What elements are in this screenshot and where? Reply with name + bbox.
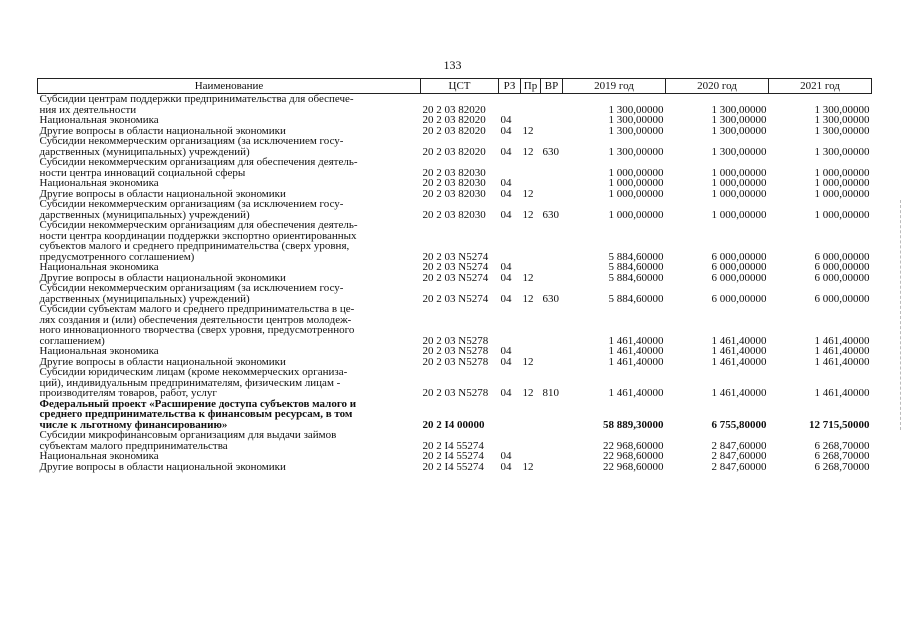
table-row <box>38 367 872 399</box>
cell-2020: 1 300,00000 <box>711 103 767 116</box>
cell-2021: 6 000,00000 <box>814 250 870 263</box>
cell-rz: 04 <box>500 292 512 305</box>
cell-cst: 20 2 03 N5274 <box>422 292 489 305</box>
cell-cst: 20 2 03 82030 <box>422 166 486 179</box>
cell-cst: 20 2 03 N5278 <box>422 387 489 399</box>
cell-2020: 6 000,00000 <box>711 250 767 263</box>
cell-rz: 04 <box>500 208 512 221</box>
cell-cst: 20 2 03 N5274 <box>422 261 489 273</box>
cell-2021: 1 300,00000 <box>814 114 870 126</box>
cell-vr <box>541 115 563 126</box>
cell-cst: 20 2 03 N5278 <box>422 334 489 347</box>
cell-vr <box>541 273 563 284</box>
cell-2021: 6 268,70000 <box>814 439 870 452</box>
cell-rz <box>499 304 521 346</box>
cell-pr <box>521 430 541 451</box>
cell-name: Другие вопросы в области национальной экономики <box>39 460 286 473</box>
table-row <box>38 430 872 451</box>
cell-pr: 12 <box>522 355 534 368</box>
table-row <box>38 346 872 357</box>
cell-2019: 1 461,40000 <box>608 334 664 347</box>
cell-2021: 6 268,70000 <box>814 460 870 473</box>
cell-rz <box>499 220 521 262</box>
cell-2020: 1 461,40000 <box>711 345 767 357</box>
header-name: Наименование <box>38 79 421 94</box>
cell-2019: 1 000,00000 <box>608 208 664 221</box>
cell-vr: 810 <box>542 387 559 399</box>
cell-cst: 20 2 03 82020 <box>422 103 486 116</box>
budget-table-container <box>37 78 871 472</box>
cell-pr: 12 <box>522 187 534 200</box>
cell-pr: 12 <box>522 271 534 284</box>
cell-rz <box>499 94 521 116</box>
cell-vr <box>541 220 563 262</box>
cell-rz: 04 <box>500 460 512 473</box>
table-row <box>38 451 872 462</box>
cell-2021: 1 461,40000 <box>814 387 870 399</box>
cell-pr: 12 <box>522 460 534 473</box>
cell-vr <box>541 462 563 473</box>
cell-rz: 04 <box>500 387 512 399</box>
cell-cst: 20 2 03 82020 <box>422 114 486 126</box>
cell-2019: 1 461,40000 <box>608 345 664 357</box>
cell-pr <box>521 115 541 126</box>
cell-cst: 20 2 03 N5274 <box>422 250 489 263</box>
cell-name: Субсидии центрам поддержки предпринимательства для обеспече- ния их деятельности <box>39 93 354 116</box>
cell-2021: 1 000,00000 <box>814 177 870 189</box>
table-row <box>38 262 872 273</box>
cell-rz: 04 <box>500 177 512 189</box>
cell-2020: 1 300,00000 <box>711 145 767 158</box>
cell-rz: 04 <box>500 145 512 158</box>
cell-name: Субсидии некоммерческим организациям для обеспечения деятель- ности центра инноваций социальной сферы <box>39 156 358 179</box>
cell-2020: 2 847,60000 <box>711 450 767 462</box>
cell-rz: 04 <box>500 114 512 126</box>
cell-2021: 6 000,00000 <box>814 292 870 305</box>
cell-pr <box>521 304 541 346</box>
cell-rz: 04 <box>500 261 512 273</box>
cell-vr <box>541 451 563 462</box>
cell-vr: 630 <box>542 145 559 158</box>
cell-name: Национальная экономика <box>39 177 159 189</box>
cell-name: Субсидии юридическим лицам (кроме некоммерческих организа- ций), индивидуальным предпринимателям, физическим лицам - производителям товаров, работ, услуг <box>39 366 348 399</box>
cell-rz <box>499 157 521 178</box>
cell-2019: 22 968,60000 <box>603 460 664 473</box>
cell-cst: 20 2 03 N5274 <box>422 271 489 284</box>
cell-name: Субсидии микрофинансовым организациям для выдачи займов субъектам малого предпринимательства <box>39 429 337 452</box>
cell-2020: 1 461,40000 <box>711 334 767 347</box>
cell-2019: 1 461,40000 <box>608 387 664 399</box>
header-2021: 2021 год <box>769 79 872 94</box>
cell-cst: 20 2 03 N5278 <box>422 345 489 357</box>
header-cst: ЦСТ <box>421 79 499 94</box>
cell-cst: 20 2 03 82030 <box>422 187 486 200</box>
cell-cst: 20 2 03 82020 <box>422 145 486 158</box>
cell-2020: 1 000,00000 <box>711 187 767 200</box>
cell-pr: 12 <box>522 124 534 137</box>
cell-2021: 1 300,00000 <box>814 145 870 158</box>
cell-pr <box>521 220 541 262</box>
cell-vr <box>541 357 563 368</box>
cell-vr <box>541 94 563 116</box>
cell-2021: 1 000,00000 <box>814 187 870 200</box>
cell-rz <box>499 399 521 431</box>
cell-2020: 1 000,00000 <box>711 166 767 179</box>
cell-rz: 04 <box>500 355 512 368</box>
cell-2021: 1 000,00000 <box>814 208 870 221</box>
cell-2021: 6 000,00000 <box>814 261 870 273</box>
cell-2021: 1 461,40000 <box>814 345 870 357</box>
cell-rz <box>499 430 521 451</box>
cell-name: Другие вопросы в области национальной экономики <box>39 124 286 137</box>
cell-cst: 20 2 I4 00000 <box>422 418 485 431</box>
cell-2019: 1 300,00000 <box>608 103 664 116</box>
cell-rz: 04 <box>500 124 512 137</box>
cell-name: Национальная экономика <box>39 261 159 273</box>
header-2020: 2020 год <box>666 79 769 94</box>
cell-2020: 1 300,00000 <box>711 124 767 137</box>
table-row <box>38 136 872 157</box>
header-pr: Пр <box>521 79 541 94</box>
cell-vr <box>541 178 563 189</box>
cell-vr <box>541 126 563 137</box>
budget-table <box>37 78 872 472</box>
cell-2020: 6 000,00000 <box>711 271 767 284</box>
cell-name: Субсидии некоммерческим организациям (за исключением госу- дарственных (муниципальных) учреждений) <box>39 135 344 158</box>
cell-pr: 12 <box>522 292 534 305</box>
table-row <box>38 199 872 220</box>
table-row <box>38 178 872 189</box>
table-header-row <box>38 79 872 94</box>
cell-2020: 1 461,40000 <box>711 387 767 399</box>
table-row <box>38 115 872 126</box>
table-row <box>38 304 872 346</box>
cell-pr: 12 <box>522 208 534 221</box>
cell-cst: 20 2 03 82030 <box>422 177 486 189</box>
cell-name: Другие вопросы в области национальной экономики <box>39 187 286 200</box>
cell-2019: 5 884,60000 <box>608 250 664 263</box>
cell-rz: 04 <box>500 271 512 284</box>
cell-vr <box>541 430 563 451</box>
table-body <box>38 94 872 473</box>
cell-2020: 1 000,00000 <box>711 208 767 221</box>
cell-2021: 6 000,00000 <box>814 271 870 284</box>
cell-rz: 04 <box>500 187 512 200</box>
cell-2021: 1 300,00000 <box>814 103 870 116</box>
cell-2019: 5 884,60000 <box>608 292 664 305</box>
cell-2019: 1 300,00000 <box>608 124 664 137</box>
cell-2020: 1 000,00000 <box>711 177 767 189</box>
cell-pr <box>521 178 541 189</box>
cell-2019: 1 000,00000 <box>608 166 664 179</box>
cell-cst: 20 2 I4 55274 <box>422 450 484 462</box>
cell-rz: 04 <box>500 345 512 357</box>
cell-2021: 1 300,00000 <box>814 124 870 137</box>
cell-name: Субсидии субъектам малого и среднего предпринимательства в це- лях создания и (или) обеспечения деятельности центров молодеж- ного инновационного творчества (сверх уровня, предусмотренного соглашением) <box>39 303 355 347</box>
table-row <box>38 157 872 178</box>
cell-cst: 20 2 03 82030 <box>422 208 486 221</box>
table-row <box>38 462 872 473</box>
cell-name: Другие вопросы в области национальной экономики <box>39 271 286 284</box>
cell-2021: 1 461,40000 <box>814 355 870 368</box>
cell-2020: 6 000,00000 <box>711 261 767 273</box>
cell-vr <box>541 157 563 178</box>
cell-pr <box>521 157 541 178</box>
scan-edge-mark <box>899 200 901 430</box>
cell-pr <box>521 451 541 462</box>
cell-2020: 2 847,60000 <box>711 460 767 473</box>
cell-2020: 1 300,00000 <box>711 114 767 126</box>
cell-2021: 12 715,50000 <box>809 418 870 431</box>
cell-cst: 20 2 I4 55274 <box>422 460 484 473</box>
cell-2020: 1 461,40000 <box>711 355 767 368</box>
cell-name: Субсидии некоммерческим организациям (за исключением госу- дарственных (муниципальных) учреждений) <box>39 282 344 305</box>
cell-cst: 20 2 03 N5278 <box>422 355 489 368</box>
cell-2019: 5 884,60000 <box>608 271 664 284</box>
cell-name: Национальная экономика <box>39 450 159 462</box>
table-row <box>38 399 872 431</box>
cell-2020: 2 847,60000 <box>711 439 767 452</box>
page-number: 133 <box>443 58 462 72</box>
cell-2019: 22 968,60000 <box>603 439 664 452</box>
header-2019: 2019 год <box>563 79 666 94</box>
cell-vr: 630 <box>542 208 559 221</box>
cell-vr <box>541 304 563 346</box>
cell-name: Федеральный проект «Расширение доступа субъектов малого и среднего предпринимательства к финансовым ресурсам, в том числе к льготному финансированию» <box>39 397 357 431</box>
cell-2019: 1 461,40000 <box>608 355 664 368</box>
cell-vr <box>541 346 563 357</box>
cell-cst: 20 2 I4 55274 <box>422 439 484 452</box>
cell-pr <box>521 94 541 116</box>
cell-name: Национальная экономика <box>39 345 159 357</box>
cell-2019: 22 968,60000 <box>603 450 664 462</box>
cell-pr <box>521 399 541 431</box>
cell-name: Субсидии некоммерческим организациям (за исключением госу- дарственных (муниципальных) учреждений) <box>39 198 344 221</box>
cell-2019: 1 000,00000 <box>608 177 664 189</box>
table-row <box>38 283 872 304</box>
cell-2021: 6 268,70000 <box>814 450 870 462</box>
cell-cst: 20 2 03 82020 <box>422 124 486 137</box>
cell-vr <box>541 399 563 431</box>
cell-2019: 58 889,30000 <box>603 418 664 431</box>
cell-pr <box>521 262 541 273</box>
table-row <box>38 220 872 262</box>
cell-2020: 6 755,80000 <box>711 418 767 431</box>
cell-vr <box>541 262 563 273</box>
cell-vr: 630 <box>542 292 559 305</box>
header-rz: РЗ <box>499 79 521 94</box>
cell-2020: 6 000,00000 <box>711 292 767 305</box>
cell-name: Национальная экономика <box>39 114 159 126</box>
cell-pr <box>521 346 541 357</box>
cell-pr: 12 <box>522 387 534 399</box>
cell-name: Другие вопросы в области национальной экономики <box>39 355 286 368</box>
cell-rz: 04 <box>500 450 512 462</box>
cell-2019: 1 300,00000 <box>608 114 664 126</box>
cell-2019: 5 884,60000 <box>608 261 664 273</box>
cell-2021: 1 461,40000 <box>814 334 870 347</box>
cell-pr: 12 <box>522 145 534 158</box>
table-row <box>38 94 872 116</box>
header-vr: ВР <box>541 79 563 94</box>
cell-2021: 1 000,00000 <box>814 166 870 179</box>
cell-vr <box>541 189 563 200</box>
cell-2019: 1 000,00000 <box>608 187 664 200</box>
cell-name: Субсидии некоммерческим организациям для обеспечения деятель- ности центра координации поддержки экспортно ориентированных субъектов малого и среднего предпринимательства (сверх уровня, предусмотренного соглашением) <box>39 219 358 263</box>
cell-2019: 1 300,00000 <box>608 145 664 158</box>
